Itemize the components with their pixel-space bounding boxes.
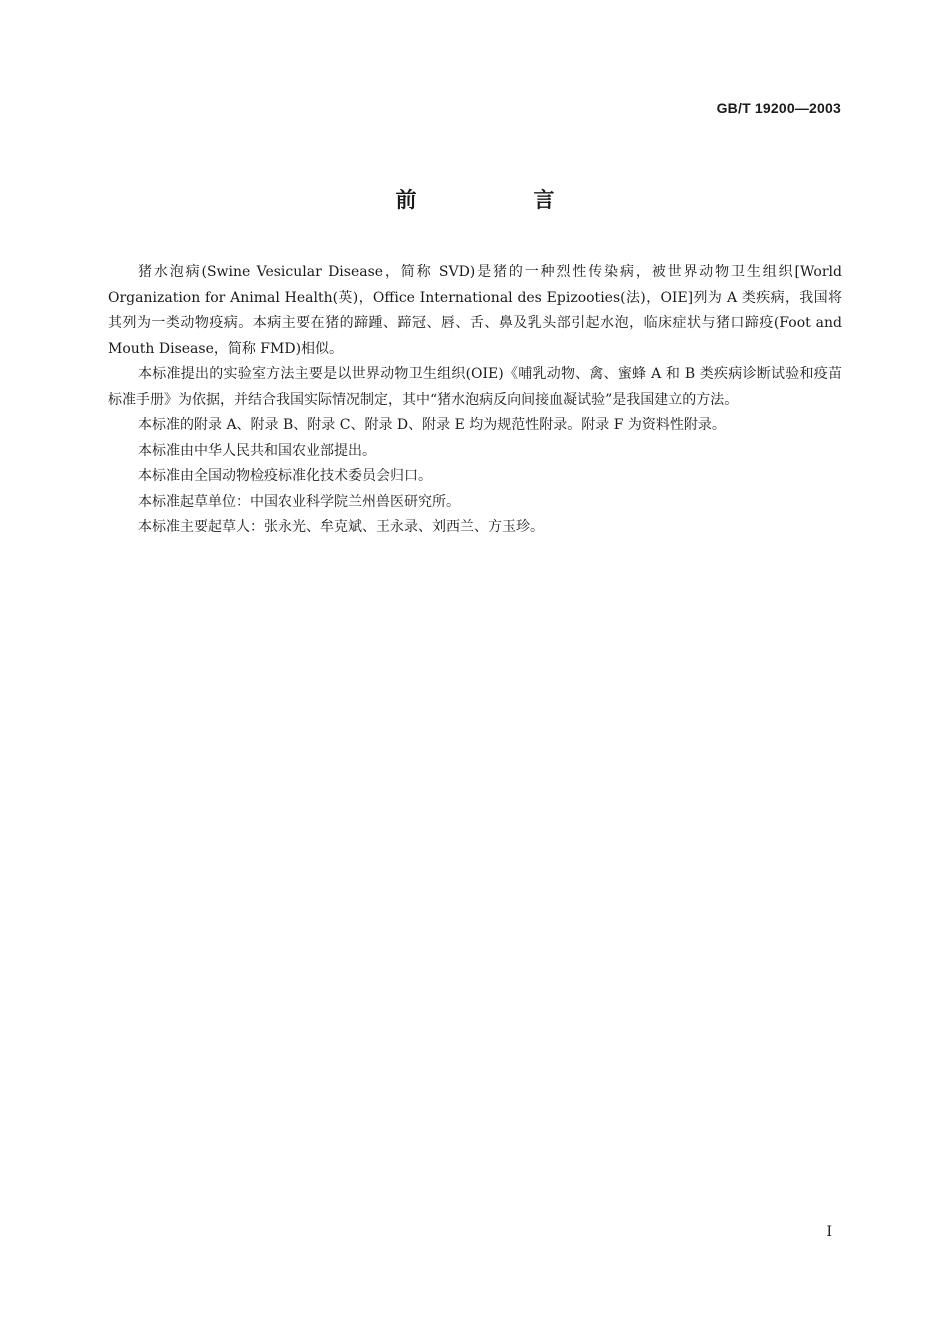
paragraph-methods-basis: 本标准提出的实验室方法主要是以世界动物卫生组织(OIE)《哺乳动物、禽、蜜蜂 A 和 B 类疾病诊断试验和疫苗标准手册》为依据，并结合我国实际情况制定，其中“猪水泡病反向间接血凝试验”是我国建立的方法。 <box>108 366 842 408</box>
paragraph-drafting-unit: 本标准起草单位：中国农业科学院兰州兽医研究所。 <box>138 493 460 510</box>
page-title: 前 言 <box>395 188 603 212</box>
paragraph-drafters: 本标准主要起草人：张永光、牟克斌、王永录、刘西兰、方玉珍。 <box>138 519 544 535</box>
standard-number: GB/T 19200—2003 <box>716 100 841 116</box>
page-number: I <box>826 1224 832 1240</box>
paragraph-committee: 本标准由全国动物检疫标准化技术委员会归口。 <box>138 468 432 484</box>
paragraph-introduction: 猪水泡病(Swine Vesicular Disease，简称 SVD)是猪的一种烈性传染病，被世界动物卫生组织[World Organization for Animal Health(英)，Office International des Epizooties(法)，OIE]列为 A 类疾病，我国将其列为一类动物疫病。本病主要在猪的蹄踵、蹄冠、唇、舌、鼻及乳头部引起水泡，临床症状与猪口蹄疫(Foot and Mouth Disease，简称 FMD)相似。 <box>108 264 842 357</box>
paragraph-proposer: 本标准由中华人民共和国农业部提出。 <box>138 442 376 459</box>
foreword-body <box>108 260 842 541</box>
paragraph-annexes: 本标准的附录 A、附录 B、附录 C、附录 D、附录 E 均为规范性附录。附录 F 为资料性附录。 <box>138 417 726 433</box>
